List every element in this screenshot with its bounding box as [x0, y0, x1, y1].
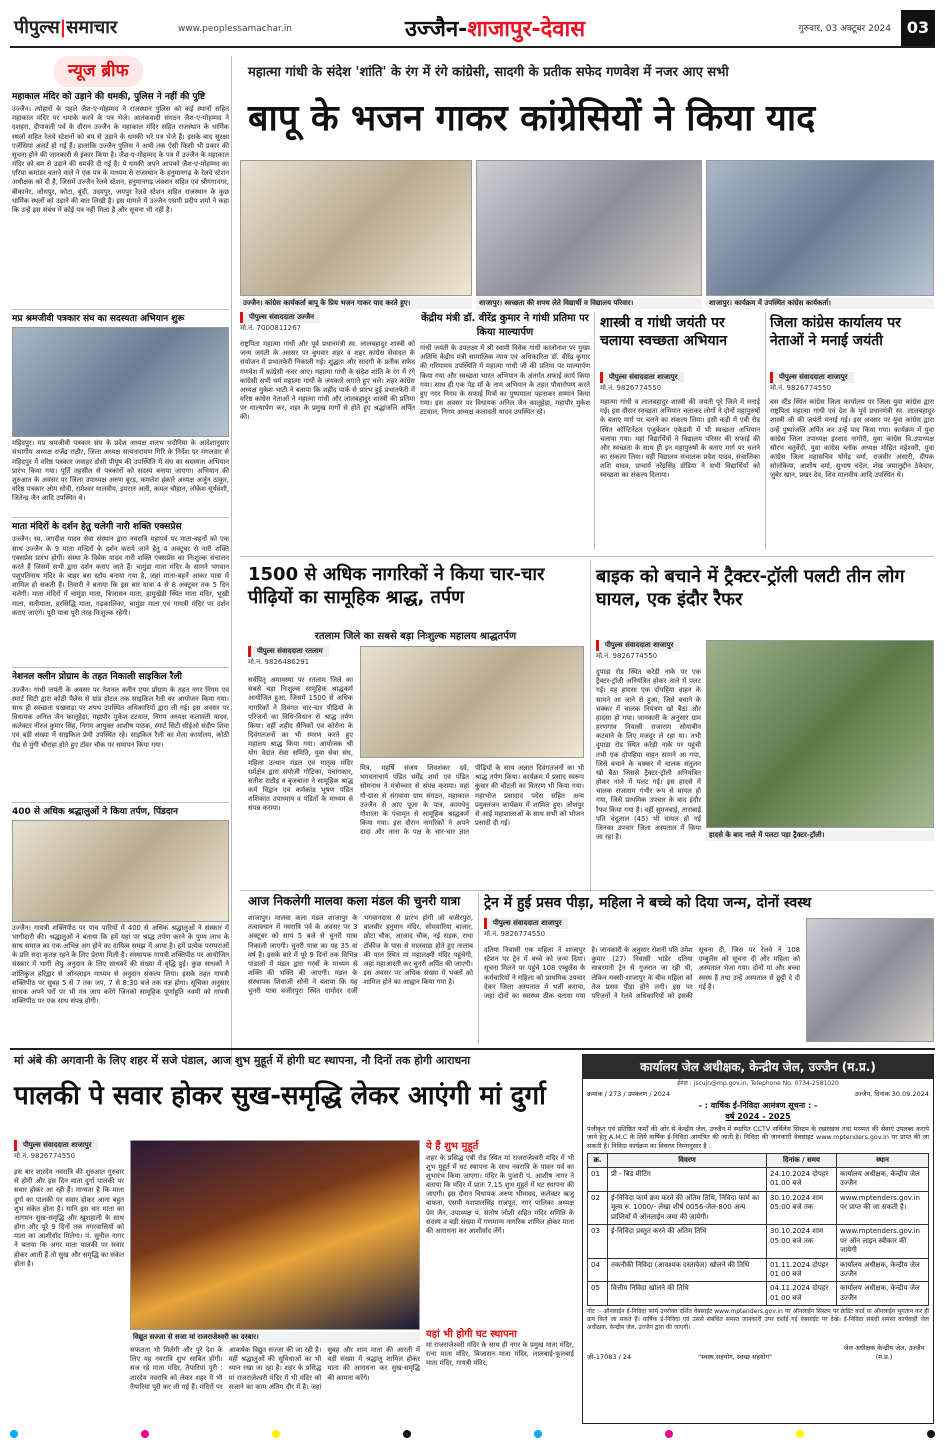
logo-separator: |: [59, 17, 67, 38]
tender-slogan: "स्वस्थ सहयोग, स्वच्छ सहयोग": [698, 1353, 773, 1362]
byline: पीपुल्स संवाददाता शाजापुर: [600, 372, 684, 383]
news-brief-column: [10, 56, 232, 1066]
mobile-number: मो.नं. 9826774550: [596, 652, 658, 661]
news-brief-title: न्यूज ब्रीफ: [54, 56, 143, 87]
tender-signature: जेल अधीक्षक केन्द्रीय जेल, उज्जैन (म.प्र.): [843, 1344, 925, 1362]
mobile-number: मो.नं. 9826774550: [484, 930, 546, 939]
byline: पीपुल्स संवाददाता शाजापुर: [484, 918, 568, 929]
table-row: [588, 1191, 929, 1224]
cell: कार्यालय अधीक्षक, केन्द्रीय जेल उज्जैन: [837, 1168, 929, 1192]
muhurat-text: शहर के प्रसिद्ध एबी रोड स्थित मां राजराजेश्वरी मंदिर में भी शुभ मुहूर्त में घट स्थापना के साथ नवरात्रि के पावन पर्व का शुभारंभ किया जाएगा। मंदिर के पुजारी पं. आशीष नागर ने बताया कि मंदिर में प्रातः 7.15 शुभ मुहूर्त में घट स्थापना की जाएगी। इस दौरान विधायक अरुण भीमावद, कलेक्टर ऋजु बाफना, एसपी यशपालसिंह राजपूत, नगर पालिका अध्यक्ष प्रेम जैन, उपाध्यक्ष पं. संतोष जोशी सहित मंदिर समिति के सदस्य व बड़ी संख्या में गणमान्य नागरिक शामिल होकर माता की आराधना कर आशीर्वाद लेंगे।: [426, 1153, 574, 1235]
logo-part-a: पीपुल्स: [14, 17, 60, 38]
lead-headline[interactable]: बापू के भजन गाकर कांग्रेसियों ने किया याद: [248, 98, 816, 139]
col-header: क्र.: [588, 1153, 608, 1167]
cleanliness-body-text: महात्मा गांधी व लालबहादुर शास्त्री की जयंती पूरे जिले में मनाई गई। इस दौरान स्वच्छता अभियान चलाकर लोगों ने दोनों महापुरुषों के बताए मार्ग पर चलने का संकल्प लिया। इसी कड़ी में एबी रोड स्थित कॉन्टिनेंटल एजुकेशन एकेडमी में भी स्वच्छता अभियान चलाया गया। यहां विद्यार्थियों ने विद्यालय परिसर की सफाई की और स्वच्छता के साथ ही इन महापुरुषों के बताए मार्ग पर चलने का संकल्प लिया। वहीं विद्यालय संचालक प्रवेश यादव, संचालिका शशि यादव, प्राचार्य नरेंद्रसिंह डोडिया ने सभी विद्यार्थियों को स्वच्छता का संकल्प दिलाया।: [600, 398, 760, 480]
brief-headline[interactable]: 400 से अधिक श्रद्धालुओं ने किया तर्पण, पिंडदान: [12, 802, 229, 818]
cell: 30.10.2024 शाम 05:00 बजे तक: [767, 1191, 837, 1224]
tender-ref: क्रमांक / 273 / उपकरण / 2024: [587, 1090, 671, 1099]
shraddh-headline[interactable]: 1500 से अधिक नागरिकों ने किया चार-चार पीढ़ियों का सामूहिक श्राद्ध, तर्पण: [248, 564, 545, 608]
cell: 03: [588, 1225, 608, 1258]
issue-date: गुरुवार, 03 अक्टूबर 2024: [798, 24, 891, 34]
shraddh-body-text: सर्वपितृ अमावस्या पर रतलाम जिले का सबसे बड़ा निःशुल्क सामूहिक श्राद्धकर्म आयोजित हुआ, जिसमें 1500 से अधिक नागरिकों ने दिवंगत चार-चार पीढ़ियों के परिजनों का विधि-विधान से श्राद्ध तर्पण किया। वहीं शहीद सैनिकों एवं कोरोना के दिवंगतजनों का भी स्मरण करते हुए महालय श्राद्ध किया गया। आयोजक श्री योग वेदांत सेवा समिति, युवा सेवा संघ, महिला उत्थान मंडल एवं मातृत्व मंदिर धर्मक्षेत्र द्वारा संयोजी गोटिका, पंचांगकार, सतीश राठौड़ व बृजबाला ने सामूहिक श्राद्ध कर्म विद्वान एवं कर्मकांड भूषण पंडित शशिकांत उपाध्याय व पंडितों के माध्यम से संपन्न कराया।: [248, 676, 353, 813]
cell: 24.10.2024 दोपहर 01.00 बजे: [767, 1168, 837, 1192]
shraddh-byline-block: [248, 646, 353, 668]
durga-kicker: मां अंबे की अगवानी के लिए शहर में सजे पंडाल, आज शुभ मुहूर्त में होगी घट स्थापना, नौ दिनों तक होगी आराधना: [14, 1054, 471, 1067]
tender-footer: [583, 1344, 933, 1362]
cell[interactable]: www.mptenders.gov.in पर ऑन लाइन स्वीकार की जायेगी: [837, 1225, 929, 1258]
brief-text: उज्जैन। त्योहारों के पहले जैश-ए-मोहम्मद ने राजस्थान पुलिस को कई स्थानों सहित महाकाल मंदिर पर धमाके करने के पत्र भेजे। आतंकवादी संगठन जैश-ए-मोहम्मद ने दशहरा, दीपावली पर्व के दौरान उज्जैन के महाकाल मंदिर सहित राजस्थान के धार्मिक स्थलों सहित रेलवे स्टेशनों को बम से उड़ाने के धमकी भरे पत्र भेजे हैं। इसके बाद सुरक्षा एजेंसियां अलर्ट हो गई हैं। हालांकि उज्जैन पुलिस ने अभी तक ऐसी किसी भी प्रकार की सूचना होने की जानकारी से इंकार किया है। जैश-ए-मोहम्मद के पत्र में उज्जैन के महाकाल मंदिर को बम से उड़ाने की धमकी दी गई है। ये धमकी अपने आपको जैश-ए-मोहम्मद का एरिया कमांडर बताने वाले ने एक पत्र के माध्यम से राजस्थान के हनुमानगढ़ के रेलवे स्टेशन अधीक्षक को दी है, जिसमें उज्जैन रेलवे स्टेशन, हनुमानगढ़ जंक्शन सहित एवं श्रीगंगानगर, बीकानेर, जोधपुर, कोटा, बूंदी, उदयपुर, जयपुर रेलवे स्टेशन सहित राजस्थान के कुछ धार्मिक स्थलों को उड़ाने की बात लिखी है। इस मामले में उज्जैन एसपी प्रदीप शर्मा ने कहा कि उन्हें इस संबंध में कोई पत्र नहीं मिला है और सूचना भी नहीं है।: [12, 105, 229, 214]
sidebar-body-text: गांधी जयंती के उपलक्ष्य में श्री स्वामी विवेक गांधी कालोनाश पर मुख्य अतिथि केंद्रीय मंत्री सामाजिक न्याय एवं अधिकारिता डॉ. वीरेंद्र कुमार की गरिमामय उपस्थिति में महात्मा गांधी जी की प्रतिमा पर माल्यार्पण किया गया और स्वच्छता भारत अभियान के अंतर्गत सफाई कार्य किया गया। साथ ही एक पेड़ माँ के नाम अभियान के तहत पौधारोपण करते हुए नगर निगम के सफाई मित्रों का पुष्पमाला पहनाकर सम्मान किया गया। इस अवसर पर विधायक अनिल जैन कालूहेड़ा, महापौर मुकेश टटवाल, निगम अध्यक्ष कलावती यादव उपस्थित रहे।: [420, 344, 590, 417]
durga-headline[interactable]: पालकी पे सवार होकर सुख-समृद्धि लेकर आएंगी मां दुर्गा: [14, 1081, 546, 1111]
mobile-number: मो.नं. 9826774550: [600, 384, 662, 393]
newspaper-logo[interactable]: [14, 16, 117, 40]
cell: 04.11.2024 दोपहर 01.00 बजे: [767, 1282, 837, 1306]
byline: पीपुल्स संवाददाता रतलाम: [248, 646, 329, 657]
black-mark-icon: [927, 1430, 935, 1438]
byline: पीपुल्स संवाददाता शाजापुर: [14, 1140, 98, 1151]
journalists-photo: [12, 327, 229, 437]
lead-body-text: राष्ट्रपिता महात्मा गांधी और पूर्व प्रधानमंत्री स्व. लालबहादुर शास्त्री को जन्म जयंती के अवसर पर बुधवार शहर व शहर कांग्रेस सेवादल के संयोजन में प्रभातफेरी निकाली गई। शुद्धता और सादगी के प्रतीक सफेद गणवेश में कांग्रेसी नजर आए। महात्मा गांधी के संदेश शांति के रंग में रंगे कांग्रेसी सभी धर्म महात्मा गांधी के जयकारे लगाते हुए चले। शहर कांग्रेस अध्यक्ष मुकेश भाटी ने बताया कि शहीद पार्क से प्रारंभ हुई प्रभातफेरी में वरिष्ठ कांग्रेस नेताओं ने महात्मा गांधी और लालबहादुर शास्त्री की प्रतिमा पर माल्यार्पण कर, शहर के प्रमुख मार्गों से होते हुए श्रद्धांजलि अर्पित की।: [240, 340, 415, 422]
tender-ref-row: [583, 1088, 933, 1101]
cell: ई-निविदा प्रस्तुत करने की अंतिम तिथि: [608, 1225, 767, 1258]
tender-table-wrap: [583, 1153, 933, 1307]
muhurat-box: [426, 1140, 574, 1420]
page-number: 03: [901, 10, 935, 46]
cell: 01.11.2024 दोपहर 01.00 बजे: [767, 1258, 837, 1282]
photo-caption: विद्युत सज्जा से सजा मां राजराजेश्वरी का दरबार।: [130, 1332, 420, 1343]
logo-part-b: समाचार: [66, 17, 118, 38]
yellow-mark-icon: [272, 1430, 280, 1438]
ghat-sthapana-title: यहां भी होगी घट स्थापना: [426, 1328, 517, 1340]
col-header: विवरण: [608, 1153, 767, 1167]
illuminated-temple-photo: [130, 1140, 420, 1330]
brief-headline[interactable]: माता मंदिरों के दर्शन हेतु चलेगी नारी शक्ति एक्सप्रेस: [12, 517, 229, 533]
congress-workers-photo: [706, 160, 934, 296]
brief-headline[interactable]: नेशनल क्लीन प्रोग्राम के तहत निकाली साइकिल रैली: [12, 667, 229, 683]
magenta-mark-icon: [141, 1430, 149, 1438]
shraddh-body-text-b: मित्र, महर्षि संजय शिवशंकर दवे, भगवताचार्य पंडित धर्मेंद्र शर्मा एवं पंडित सोमनाथ ने मंत्रोच्चार से संपन्न कराया। यहां गौ-ग्रास से संगवाया ग्राम संगठन, महाकाल उज्जैन से आए पूजा के पात्र, कामधेनु गौशाला के पंचामृत से सामूहिक श्राद्धकर्म किया गया। इस दौरान नागरिकों ने अपने दादा और नाना के पक्ष के चार-चार ज्ञात पीढ़ियों के साथ अज्ञात दिवंगतजनों का भी श्राद्ध तर्पण किया। कार्यक्रम में प्रसाद स्वरूप कुंवार की चौटली का वितरण भी किया गया। महाभोज प्रसादाद पदेस सहित अन्य प्रयुक्तजन कार्यक्रम में शामिल हुए। जोशपुर से आई महाशालाओं के साथ सभी को भोजन प्रसादी दी गई।: [360, 764, 584, 837]
brief-text: उज्जैन। स्व. जगदीश यादव सेवा संस्थान द्वारा नवरात्रि महापर्व पर माता-बहनों को एक साथ उज्जैन के 9 माता मन्दिरों के दर्शन कराये जाने हेतु 4 अक्टूबर से नारी शक्ति एक्सप्रेस प्रारंभ होगी। संस्था के विवेक यादव नारी शक्ति एक्सप्रेस का निःशुल्क संचालन करते हैं जिसमें सभी द्वारा दर्शन कराए जाते हैं। चामुंडा माता मंदिर के सामने भगवान पशुपतिनाथ मंदिर के बाहर बस स्टॉप बनाया गया है, जहां माता-बहनें आकर यात्रा में शामिल हो सकती हैं। तिवारी ने बताया कि इस बार यात्रा 4 से 8 अक्टूबर तक 5 दिन चलेगी। माता मंदिरों में चामुंडा माता, बिजासन माता, हामुखेड़ी स्थित माता मंदिर, भूखी माता, सतीमाता, हरसिद्धि माता, गढ़कालिका, चामुंडा माता एवं गायत्री मंदिर पर दर्शन कराए जाएंगे। पूरी यात्रा पूरी तरह निःशुल्क रहेगी।: [12, 535, 229, 617]
cyan-mark-icon: [10, 1430, 18, 1438]
black-mark-icon: [403, 1430, 411, 1438]
muhurat-title: ये हैं शुभ मुहूर्त: [426, 1141, 479, 1152]
cell: 02: [588, 1191, 608, 1224]
byline: पीपुल्स संवाददाता शाजापुर: [770, 372, 854, 383]
registration-marks: [10, 1430, 935, 1438]
train-headline[interactable]: ट्रेन में हुई प्रसव पीड़ा, महिला ने बच्चे को दिया जन्म, दोनों स्वस्थ: [484, 895, 812, 911]
cleanliness-byline-block: [600, 372, 760, 394]
section-title: [405, 15, 585, 45]
lead-byline-block: [240, 312, 415, 334]
cell: कार्यालय अधीक्षक, केन्द्रीय जेल उज्जैन: [837, 1282, 929, 1306]
table-row: [588, 1282, 929, 1306]
masthead: [10, 10, 935, 48]
yellow-mark-icon: [796, 1430, 804, 1438]
cell: तकनीकी निविदा (आवश्यक दस्तावेज) खोलने की तिथि: [608, 1258, 767, 1282]
mobile-number: मो.नं. 9826774550: [770, 384, 832, 393]
cell: 30.10.2024 शाम 05:00 बजे तक: [767, 1225, 837, 1258]
cell: प्री - बिड मीटिंग: [608, 1168, 767, 1192]
cell: कार्यालय अधीक्षक, केन्द्रीय जेल उज्जैन: [837, 1258, 929, 1282]
byline: पीपुल्स संवाददाता शाजापुर: [596, 640, 680, 651]
magenta-mark-icon: [665, 1430, 673, 1438]
congress-bhajan-photo: [240, 160, 472, 296]
photo-caption: हादसे के बाद नाले में पलटा पड़ा ट्रैक्टर-ट्रॉली।: [706, 830, 934, 841]
overturned-tractor-photo: [706, 640, 934, 828]
ghat-sthapana-text: मां राजराजेश्वरी मंदिर के साथ ही नगर के प्रमुख माता मंदिर, रत्ना माता मंदिर, बिजासन माता मंदिर, लालबाई-फूलबाई माता मंदिर, गायत्री मंदिर,: [426, 1341, 574, 1368]
congress-office-byline-block: [770, 372, 934, 394]
mobile-number: मो.नं. 9826774550: [14, 1152, 76, 1161]
congress-office-headline[interactable]: जिला कांग्रेस कार्यालय पर नेताओं ने मनाई जयंती: [770, 315, 901, 350]
train-byline-block: [484, 918, 584, 940]
mobile-number: मो.नं. 9826486291: [248, 658, 310, 667]
shraddh-subhead: रतलाम जिले का सबसे बड़ा निःशुल्क महालय श्राद्धतर्पण: [314, 631, 517, 642]
tender-intro: पंजीकृत एवं प्रतिष्ठित फर्मों की ओर से केन्द्रीय जेल, उज्जैन में स्थापित CCTV सर्विलेंस सिस्टम के रखरखाव तथा मरम्मत की सेवाएं उपलब्ध कराये जाने हेतु A.M.C के लिये वार्षिक ई-निविदा आमंत्रित की जाती है। निविदा की जानकारी वेबसाइट www.mptenders.gov.in पर प्राप्त की जा सकती है। निविदा कार्यक्रम का विवरण निम्नानुसार है :: [587, 1124, 929, 1150]
durga-body-text: इस बार शारदेय नवरात्रि की शुरुआत गुरुवार से होगी और इस दिन माता दुर्गा पालकी पर सवार होकर आ रही हैं। मान्यता है कि माता दुर्गा का पालकी पर सवार होकर आना बहुत शुभ संकेत होता है। यानि इस बार माता का आगमन सुख-समृद्धि और खुशहाली के साथ होगा और पूरे 9 दिनों तक नगरवासियों को माता का आशीर्वाद मिलेगा। पं. सुनील नागर ने बताया कि अगर माता पालकी पर सवार होकर आती हैं तो सुख और समृद्धि का संकेत होता है।: [14, 1168, 124, 1268]
col-header: दिनांक / समय: [767, 1153, 837, 1167]
mass-shraddh-photo: [360, 646, 584, 758]
chunri-headline[interactable]: आज निकलेगी मालवा कला मंडल की चुनरी यात्रा: [248, 894, 461, 908]
tender-notice-title: - : वार्षिक ई-निविदा आमंत्रण सूचना : -: [698, 1101, 818, 1111]
tender-office: कार्यालय जेल अधीक्षक, केन्द्रीय जेल, उज्जैन (म.प्र.): [583, 1055, 933, 1079]
cleanliness-headline[interactable]: शास्त्री व गांधी जयंती पर चलाया स्वच्छता अभियान: [600, 315, 727, 350]
tender-year: वर्ष 2024 - 2025: [725, 1111, 791, 1121]
cell: 01: [588, 1168, 608, 1192]
cell: 05: [588, 1282, 608, 1306]
sidebar-headline[interactable]: केंद्रीय मंत्री डॉ. वीरेंद्र कुमार ने गांधी प्रतिमा पर किया माल्यार्पण: [420, 312, 590, 343]
chunri-body-text: शाजापुर। मालवा कला मंडल शाजापुर के तत्वावधान में नवरात्रि पर्व के अवसर पर 3 अक्टूबर को सायं 5 बजे से चुनरी यात्रा निकाली जाएगी। चुनरी यात्रा का यह 35 वां वर्ष है। इसके बारे में पूरे 9 दिनों तक विभिन्न पांडालों में मंडल द्वारा गरबों के माध्यम से शक्ति की भक्ति की जाएगी। मंडल के संस्थापक शिवाजी सोनी ने बताया कि यह चुनरी यात्रा बजीरपुरा स्थित दामोदर दर्जी भगवानदास से प्रारंभ होगी जो बजीरपुरा, बालवीर हनुमान मंदिर, सोमवारिया बाजार, छोटा चौक, आजाद चौक, नई सड़क, राधा टॉकीज के पास से मालवाड़ा होते हुए तालाब की पाल स्थित मां महालक्ष्मी मंदिर पहुंचेगी, जहां महाआरती कर चुनरी अर्पित की जाएगी। इस अवसर पर अधिक संख्या में भक्तों को शामिल होने का आह्वान किया गया है।: [248, 914, 473, 996]
train-body-text: दतिया निवासी एक महिला ने शाजापुर स्टेशन पर ट्रेन में बच्चे को जन्म दिया। सूचना मिलने पर पहुंचे 108 एम्बुलेंस के कर्मचारियों ने महिला को प्राथमिक उपचार देकर जिला अस्पताल में भर्ती कराया, जहां दोनों का स्वास्थ्य ठीक बताया गया है। जानकारी के अनुसार रोशनी पति उमेश कुमार (27) निवासी भांडेर दतिया साबरमती ट्रेन से गुजरात जा रही थी, लेकिन मक्सी-शाजापुर के बीच महिला को तेज प्रसव पीड़ा होने लगी। इस पर परिजनों ने रेलवे अधिकारियों को इसकी सूचना दी, जिस पर रेलवे ने 108 एम्बुलेंस को सूचना दी और महिला को अस्पताल भेजा गया। दोनों मां और बच्चा स्वस्थ हैं तथा उन्हें अस्पताल से छुट्टी दे दी गई है।: [484, 946, 800, 1000]
devotees-photo: [12, 820, 229, 922]
col-header: स्थान: [837, 1153, 929, 1167]
table-header-row: [588, 1153, 929, 1167]
accident-body-text: दुपाड़ा रोड स्थित करेड़ी नाके पर एक ट्रैक्टर-ट्रॉली अनियंत्रित होकर नाले में पलट गई। यह हादसा एक दोपहिया वाहन के सामने आ जाने से हुआ, जिसे बचाने के चक्कर में चालक नियंत्रण खो बैठा और हादसा हो गया। जानकारी के अनुसार ग्राम हरणगांव निवासी राजाराम सोयाबीन कटवाने के लिए मजदूर ले रहा था। तभी दुपाड़ा रोड स्थित करेड़ी नाके पर पहुंची तभी एक दोपहिया वाहन सामने आ गया, जिसे बचाने के चक्कर में चालक संतुलन खो बैठा जिससे ट्रैक्टर-ट्रॉली अनियंत्रित होकर नाले में पलट गई। इस हादसे में चालक राजाराम गंभीर रूप से घायल हो गया, जिसे प्राथमिक उपचार के बाद इंदौर रैफर किया गया है। वहीं सुमनबाई, ताराबाई पति चंदूलाल (45) भी घायल हो गई जिनका उपचार जिला अस्पताल में किया जा रहा है।: [596, 668, 701, 842]
tender-footer-ref: जी-17083 / 24: [587, 1353, 632, 1362]
byline: पीपुल्स संवाददाता उज्जैन: [240, 312, 320, 323]
lead-kicker: महात्मा गांधी के संदेश 'शांति' के रंग में रंगे कांग्रेसी, सादगी के प्रतीक सफेद गणवेश में नजर आए सभी: [248, 65, 729, 80]
durga-body-text-b: सफलता भी मिलेगी और पूरे देश के लिए यह नवरात्रि शुभ साबित होगी। सज रहे माता मंदिर, तैयारियां पूरी : शारदेय नवरात्रि को लेकर शहर में भी तैयारियां पूरी कर ली गई हैं। मंदिरों पर आकर्षक विद्युत सज्जा की जा रही है। वहीं श्रद्धालुओं की सुविधाओं का भी ध्यान रखा जा रहा है। शहर के प्रसिद्ध मां राजराजेश्वरी मंदिर में भी मंदिर को सजाने का काम अंतिम दौर में है। जहां सुबह और शाम माता की आरती में बड़ी संख्या में श्रद्धालु शामिल होकर माता की आराधना कर सुख-समृद्धि की कामना करेंगे।: [130, 1346, 420, 1391]
brief-text: महिदपुर। मप्र श्रमजीवी पत्रकार संघ के प्रदेश अध्यक्ष शलभ भदौरिया के आदेशानुसार संभागीय अध्यक्ष राजेंद्र राठौर, जिला अध्यक्ष सत्यनारायण गिरि के निर्देश पर मंगलवार से महिदपुर में वरिष्ठ पत्रकार जवाहर डोसी पीयूष की उपस्थिति में संघ का सदस्यता अभियान प्रारंभ किया गया। पूर्ति तहसील से पत्रकारों को सदस्य बनाया जाएगा। अभियान की शुरुआत के अवसर पर जिला उपाध्यक्ष अरुण बूरड़, कमलेश हंकारे अध्यक्ष अर्जुन ठाकुर, वरिष्ठ पत्रकार ओम सोनी, रामेश्वर मालवीय, इमरान अली, कमल चौहान, लोकेश सूर्यवंशी, जितेन्द्र जैन आदि उपस्थित थे।: [12, 439, 229, 503]
brief-text: उज्जैन। गांधी जयंती के अवसर पर नेशनल क्लीन एयर प्रोग्राम के तहत नगर निगम एवं स्मार्ट सिटी द्वारा कोठी पैलेस से ग्रांड होटल तक साइकिल रैली का आयोजन किया गया। साथ ही स्वच्छता पखवाड़ा पर शपथ उपस्थित अधिकारियों द्वारा ली गई। इस अवसर पर विधायक अनिल जैन कालूहेड़ा, महापौर मुकेश टटवाल, निगम अध्यक्ष कलावती यादव, कलेक्टर नीरज कुमार सिंह, निगम आयुक्त आशीष पाठक, स्मार्ट सिटी सीईओ संदीप शिवा एवं बड़ी संख्या में साइकिल प्रेमी उपस्थित रहे। साइकिल रैली का मेला कार्यालय, कोठी रोड से मुंगी चौराहा होते हुए टॉवर चौक पर समापन किया गया।: [12, 685, 229, 749]
mobile-number: मो.नं. 7000811267: [240, 324, 302, 333]
tender-schedule-table: [587, 1153, 929, 1307]
photo-caption: उज्जैन। कांग्रेस कार्यकर्ता बापू के प्रिय भजन गाकर याद करते हुए।: [240, 298, 472, 309]
tender-notice: [582, 1054, 934, 1424]
durga-byline-block: [14, 1140, 124, 1162]
cyan-mark-icon: [534, 1430, 542, 1438]
cell[interactable]: www.mptenders.gov.in पर प्राप्त की जा सकती है।: [837, 1191, 929, 1224]
brief-headline[interactable]: महाकाल मंदिर को उड़ाने की धमकी, पुलिस ने नहीं की पुष्टि: [12, 91, 206, 102]
table-row: [588, 1225, 929, 1258]
mother-baby-photo: [806, 918, 934, 1042]
tender-email[interactable]: ईमेल : jscujn@mp.gov.in, Telephone No. 0734-2581020: [677, 1080, 839, 1088]
cell: ई-निविदा फार्म क्रय करने की अंतिम तिथि, निविदा फार्म का मूल्य रु. 1000/- लेखा शीर्ष 0056-जेल-800 अन्य प्राप्तियों में ऑनलाईन जमा की जायेगी।: [608, 1191, 767, 1224]
section-title-a: उज्जैन-: [405, 17, 468, 42]
school-cleanliness-photo: [476, 160, 702, 296]
tender-note: नोट :- ऑनलाईन ई-निविदा फार्म उपरोक्त दर्शित वेबसाईट www.mptenders.gov.in पर ऑनलाईन सिस्टम पर क्रेडिट कार्ड या ऑनलाईन भुगतान कर ही क्रय किये जा सकते हैं। वार्षिक ई-निविदा एवं उससे संबंधित समस्त जानकारी उपर दर्शाई गई वेबसाईट पर देखे। ई-निविदा संबंधी समस्त कार्यवाही जेल अधीक्षक, केन्द्रीय जेल, उज्जैन द्वारा की जाएगी।: [587, 1308, 929, 1332]
cell: 04: [588, 1258, 608, 1282]
accident-byline-block: [596, 640, 701, 662]
brief-headline[interactable]: मप्र श्रमजीवी पत्रकार संघ का सदस्यता अभियान शुरू: [12, 309, 229, 325]
website-url[interactable]: www.peoplessamachar.in: [178, 24, 292, 34]
table-row: [588, 1168, 929, 1192]
section-title-b: शाजापुर-देवास: [467, 17, 586, 42]
photo-caption: शाजापुर। स्वच्छता की शपथ लेते विद्यार्थी व विद्यालय परिवार।: [476, 298, 702, 309]
tender-place-date: उज्जैन, दिनांक 30.09.2024: [854, 1090, 929, 1099]
table-row: [588, 1258, 929, 1282]
photo-caption: शाजापुर। कार्यक्रम में उपस्थित कांग्रेस कार्यकर्ता।: [706, 298, 934, 309]
brief-text: उज्जैन। गायत्री शक्तिपीठ पर पांच पारियों में 400 से अधिक श्रद्धालुओं ने संस्कार में भागीदारी की। श्रद्धालुओं ने बताया कि हमें यहां पर श्राद्ध तर्पण करने के पुण्य लाभ के साथ समाज का एक अभिन्न अंग होने का दायित्व समझ में आया है। हमें प्रत्येक परम्पराओं के प्रति सदा कृतज्ञ रहने के लिए प्रेरणा मिली है। संस्थापक गायत्री शक्तिपीठ पर आयोजित संस्कार में भागी लेघु अनुदान के लिए साधकों की संख्या में वृद्धि हुई। कुछ साधकों ने शांतिकुंज हरिद्वार से ऑनलाइन माध्यम से अनुदान संकल्प लिया। इसके तहत गायत्री शक्तिपीठ पर सुबह 5 से 7 तक जप, 7 से 8:30 बजे तक यज्ञ होगा। सूचिका अनुसार साधक अपने घरों पर भी मंत्र जाप करेंगे जिनको सामूहिक पूर्णाहुति नवमी को गायत्री शक्तिपीठ पर एक साथ संपन्न होगी।: [12, 923, 229, 1006]
congress-office-body-text: बस स्टैंड स्थित कांग्रेस जिला कार्यालय पर जिला युवा कांग्रेस द्वारा राष्ट्रपिता महात्मा गांधी एवं देश के पूर्व प्रधानमंत्री स्व. लालबहादुर शास्त्री जी की जयंती मनाई गई। इस अवसर पर युवा कांग्रेस द्वारा उन्हें पुष्पांजलि अर्पित कर उन्हें याद किया गया। कार्यक्रम में युवा कांग्रेस जिला उपाध्यक्ष इरशाद नागोरी, युवा कांग्रेस वि.उपाध्यक्ष सौरभ चतुर्वेदी, युवा कांग्रेस ब्लॉक अध्यक्ष मोहित महेश्वरी, युवा कांग्रेस जिला महासचिव योगेंद्र वर्मा, राजवीर अंसारी, दीपक सोलंकिया, आशीष वर्मा, सुभाष चंदेल, शेख जमालुद्दीन ठेकेदार, जुबेर खान, प्रखर देव, शिव मालवीय आदि उपस्थित थे।: [770, 398, 934, 480]
accident-headline[interactable]: बाइक को बचाने में ट्रैक्टर-ट्रॉली पलटी तीन लोग घायल, एक इंदौर रैफर: [596, 566, 905, 610]
cell: वित्तीय निविदा खोलने की तिथि: [608, 1282, 767, 1306]
